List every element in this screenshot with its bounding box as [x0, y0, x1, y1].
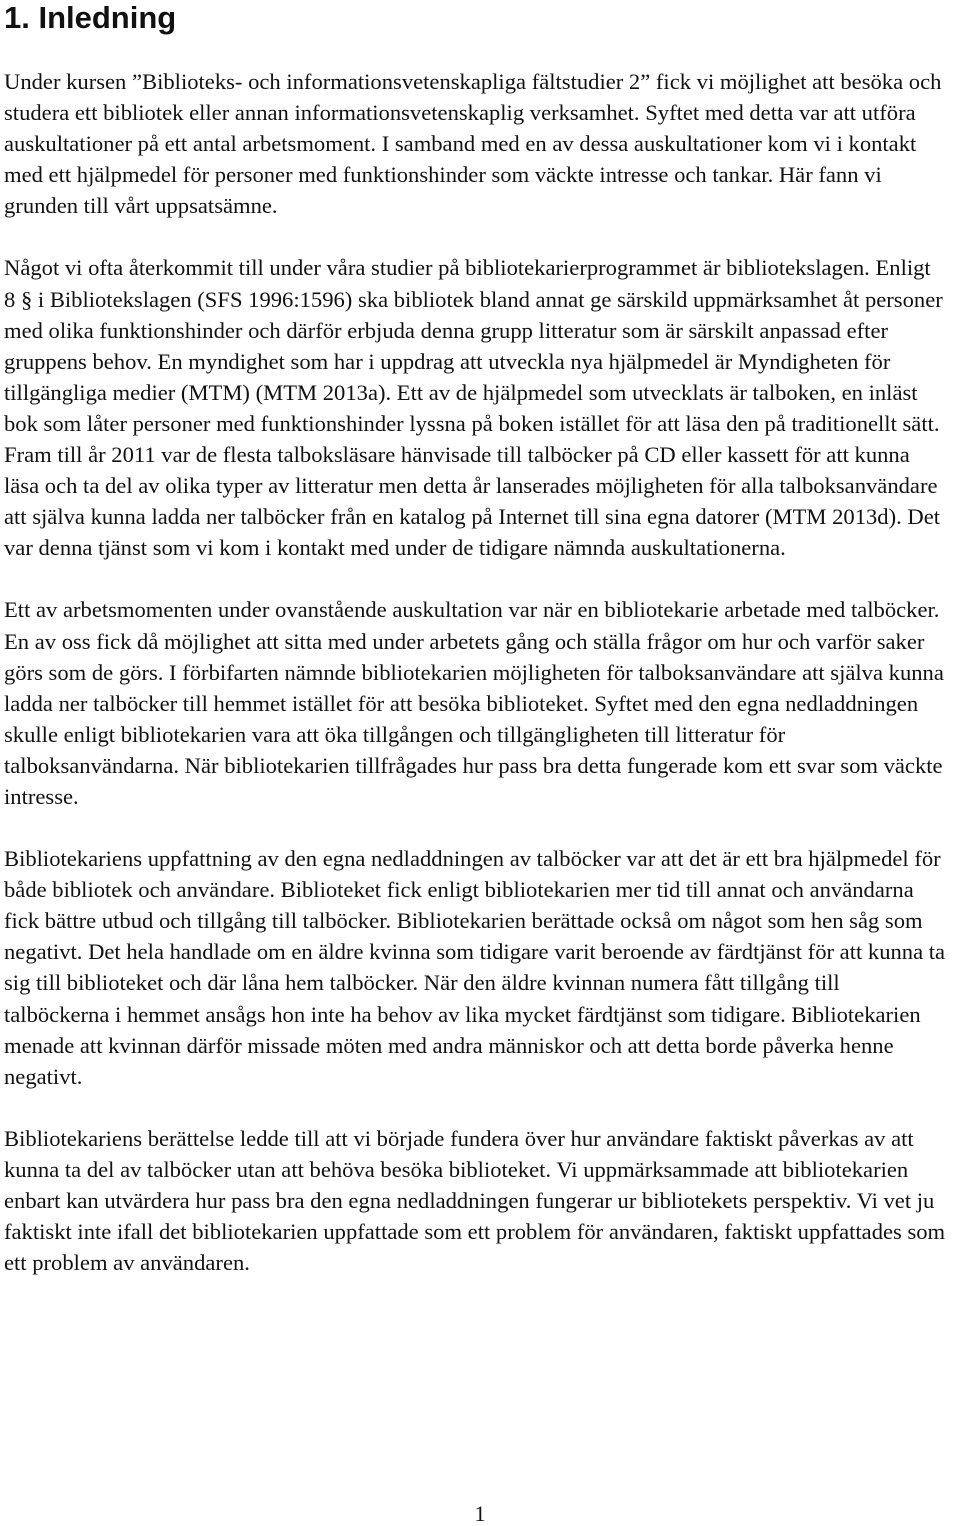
- paragraph-intro: Under kursen ”Biblioteks- och informationsvetenskapliga fältstudier 2” fick vi möjlighet att besöka och studera ett bibliotek eller annan informationsvetenskaplig verksamhet. Syftet med detta var att utföra auskultationer på ett antal arbetsmoment. I samband med en av dessa auskultationer kom vi i kontakt med ett hjälpmedel för personer med funktionshinder som väckte intresse och tankar. Här fann vi grunden till vårt uppsatsämne.: [4, 69, 942, 219]
- paragraph-bibliotekslagen: Något vi ofta återkommit till under våra studier på bibliotekarierprogrammet är bibliotekslagen. Enligt 8 § i Bibliotekslagen (SFS 1996:1596) ska bibliotek bland annat ge särskild uppmärksamhet åt personer med olika funktionshinder och därför erbjuda denna grupp litteratur som är särskilt anpassad efter gruppens behov. En myndighet som har i uppdrag att utveckla nya hjälpmedel är Myndigheten för tillgängliga medier (MTM) (MTM 2013a). Ett av de hjälpmedel som utvecklats är talboken, en inläst bok som låter personer med funktionshinder lyssna på boken istället för att läsa den på traditionellt sätt. Fram till år 2011 var de flesta talboksläsare hänvisade till talböcker på CD eller kassett för att kunna läsa och ta del av olika typer av litteratur men detta år lanserades möjligheten för alla talboksanvändare att själva kunna ladda ner talböcker från en katalog på Internet till sina egna datorer (MTM 2013d). Det var denna tjänst som vi kom i kontakt med under de tidigare nämnda auskultationerna.: [4, 255, 943, 561]
- paragraph-uppfattning: Bibliotekariens uppfattning av den egna nedladdningen av talböcker var att det är ett bra hjälpmedel för både bibliotek och användare. Biblioteket fick enligt bibliotekarien mer tid till annat och användarna fick bättre utbud och tillgång till talböcker. Bibliotekarien berättade också om något som hen såg som negativt. Det hela handlade om en äldre kvinna som tidigare varit beroende av färdtjänst för att kunna ta sig till biblioteket och där låna hem talböcker. När den äldre kvinnan numera fått tillgång till talböckerna i hemmet ansågs hon inte ha behov av lika mycket färdtjänst som tidigare. Bibliotekarien menade att kvinnan därför missade möten med andra människor och att detta borde påverka henne negativt.: [4, 846, 946, 1089]
- section-heading: 1. Inledning: [4, 0, 177, 35]
- paragraph-arbetsmoment: Ett av arbetsmomenten under ovanstående auskultation var när en bibliotekarie arbetade med talböcker. En av oss fick då möjlighet att sitta med under arbetets gång och ställa frågor om hur och varför saker görs som de görs. I förbifarten nämnde bibliotekarien möjligheten för talboksanvändare att själva kunna ladda ner talböcker till hemmet istället för att besöka biblioteket. Syftet med den egna nedladdningen skulle enligt bibliotekarien vara att öka tillgången och tillgängligheten till litteratur för talboksanvändarna. När bibliotekarien tillfrågades hur pass bra detta fungerade kom ett svar som väckte intresse.: [4, 597, 944, 809]
- paragraph-berattelse: Bibliotekariens berättelse ledde till att vi började fundera över hur användare faktiskt påverkas av att kunna ta del av talböcker utan att behöva besöka biblioteket. Vi uppmärksammade att bibliotekarien enbart kan utvärdera hur pass bra den egna nedladdningen fungerar ur bibliotekets perspektiv. Vi vet ju faktiskt inte ifall det bibliotekarien uppfattade som ett problem för användaren, faktiskt uppfattades som ett problem av användaren.: [4, 1125, 946, 1276]
- page-number: 1: [474, 1501, 486, 1526]
